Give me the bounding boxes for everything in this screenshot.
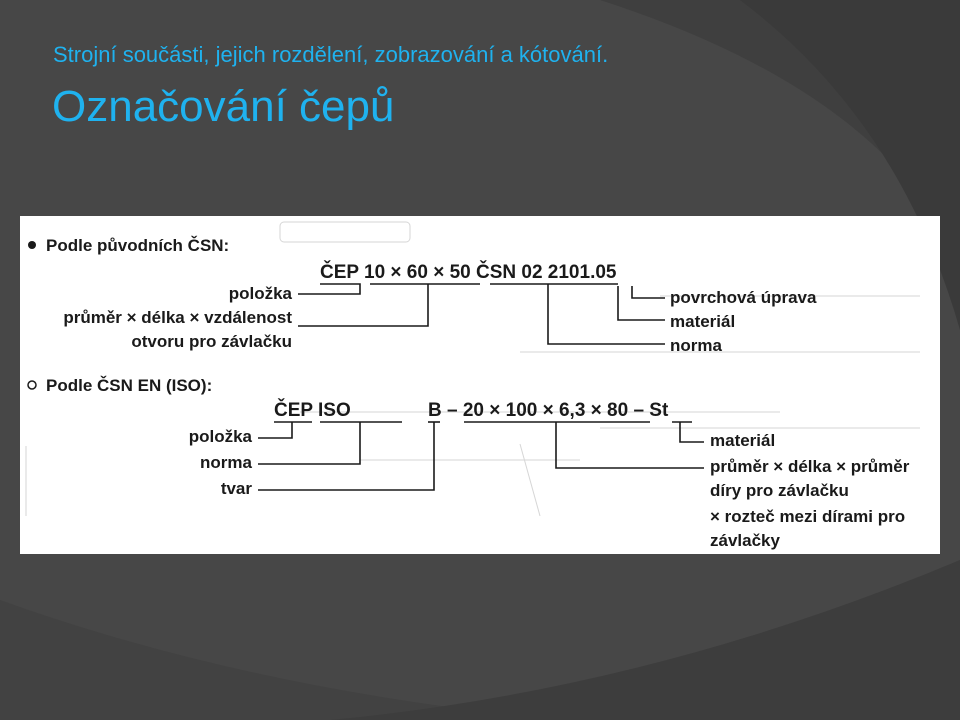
section2-code-prefix: ČEP ISO	[274, 400, 351, 421]
section2-heading: Podle ČSN EN (ISO):	[46, 376, 213, 395]
section2-label-dimensions-2: díry pro závlačku	[710, 481, 849, 500]
section2-label-polozka: položka	[188, 427, 252, 446]
section2-label-tvar: tvar	[220, 479, 252, 498]
section1-label-dimensions: průměr × délka × vzdálenost	[63, 308, 292, 327]
section2-leader-lines	[258, 422, 704, 490]
section1-code: ČEP 10 × 60 × 50 ČSN 02 2101.05	[320, 262, 617, 283]
section2-code-main: B – 20 × 100 × 6,3 × 80 – St	[428, 400, 669, 421]
section2-label-norma: norma	[200, 453, 252, 472]
pin-designation-diagram	[20, 216, 940, 554]
section1-label-surface: povrchová úprava	[670, 288, 817, 307]
bullet-filled	[28, 241, 36, 249]
section1-leader-lines	[298, 284, 665, 344]
section1-label-polozka: položka	[228, 284, 292, 303]
pin-designation-figure	[20, 216, 940, 554]
section1-label-dimensions-2: otvoru pro závlačku	[131, 332, 292, 351]
slide-title: Označování čepů	[52, 82, 395, 131]
section2-label-material: materiál	[710, 431, 776, 450]
section2-label-dimensions-3: × rozteč mezi dírami pro	[710, 507, 906, 526]
section2-label-dimensions-4: závlačky	[710, 531, 780, 550]
section1-label-norm: norma	[670, 336, 722, 355]
section1-heading: Podle původních ČSN:	[46, 236, 230, 255]
slide-subtitle: Strojní součásti, jejich rozdělení, zobrazování a kótování.	[53, 42, 609, 67]
bullet-hollow	[28, 381, 36, 389]
section2-label-dimensions: průměr × délka × průměr	[710, 457, 910, 476]
section1-label-material: materiál	[670, 312, 736, 331]
